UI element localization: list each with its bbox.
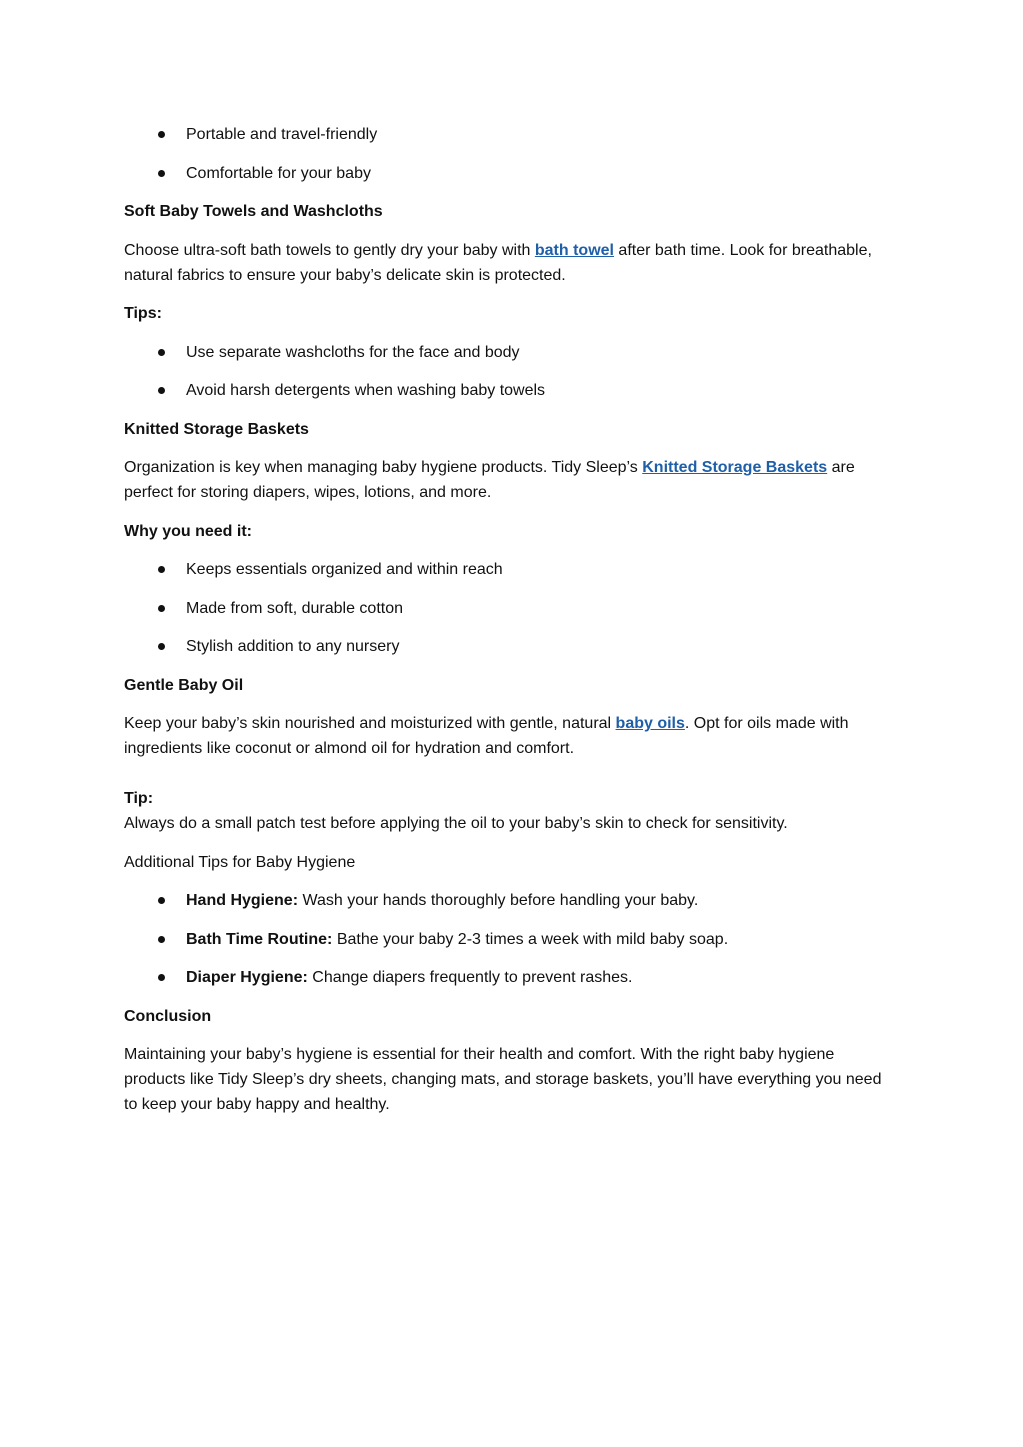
document-content [124,122,894,1131]
bullet-icon [158,170,165,177]
reasons-list [124,557,894,659]
list-item: Hand Hygiene: Wash your hands thoroughly before handling your baby. [124,888,894,913]
oil-paragraph: Keep your baby’s skin nourished and moisturized with gentle, natural baby oils. Opt for oils made with ingredients like coconut or almond oil for hydration and comfort. [124,715,849,757]
list-item: Portable and travel-friendly [124,122,894,147]
feature-list [124,122,894,186]
list-item: Made from soft, durable cotton [124,596,894,621]
tip-label: Tip: [124,790,154,807]
tip-block [124,786,894,836]
bullet-icon [158,897,165,904]
bath-towel-link[interactable]: bath towel [534,241,614,259]
tips-list [124,340,894,404]
why-label: Why you need it: [124,522,252,540]
list-item: Bath Time Routine: Bathe your baby 2-3 times a week with mild baby soap. [124,927,894,952]
list-item: Use separate washcloths for the face and body [124,340,894,365]
bullet-icon [158,643,165,650]
additional-list [124,888,894,990]
bullet-icon [158,387,165,394]
baskets-paragraph: Organization is key when managing baby hygiene products. Tidy Sleep’s Knitted Storage Baskets are perfect for storing diapers, wipes, lotions, and more. [124,459,855,501]
tips-label: Tips: [124,305,162,322]
bullet-icon [158,605,165,612]
list-item: Keeps essentials organized and within reach [124,557,894,582]
list-item: Avoid harsh detergents when washing baby towels [124,378,894,403]
bullet-icon [158,936,165,943]
baskets-heading: Knitted Storage Baskets [124,420,309,438]
towels-paragraph: Choose ultra-soft bath towels to gently dry your baby with bath towel after bath time. Look for breathable, natural fabrics to ensure your baby’s delicate skin is protected. [124,241,872,284]
list-item: Stylish addition to any nursery [124,634,894,659]
baby-oils-link[interactable]: baby oils [615,715,685,732]
conclusion-heading: Conclusion [124,1007,212,1025]
additional-heading: Additional Tips for Baby Hygiene [124,853,356,871]
tip-text: Always do a small patch test before applying the oil to your baby’s skin to check for sensitivity. [124,815,788,832]
bullet-icon [158,974,165,981]
bullet-icon [158,566,165,573]
list-item: Diaper Hygiene: Change diapers frequently to prevent rashes. [124,965,894,990]
list-item: Comfortable for your baby [124,161,894,186]
bullet-icon [158,131,165,138]
knitted-storage-baskets-link[interactable]: Knitted Storage Baskets [642,459,828,476]
oil-heading: Gentle Baby Oil [124,676,244,694]
bullet-icon [158,349,165,356]
towels-heading: Soft Baby Towels and Washcloths [124,203,383,220]
conclusion-paragraph: Maintaining your baby’s hygiene is essential for their health and comfort. With the right baby hygiene products like Tidy Sleep’s dry sheets, changing mats, and storage baskets, you’ll have everything you need to keep your baby happy and healthy. [124,1046,882,1113]
